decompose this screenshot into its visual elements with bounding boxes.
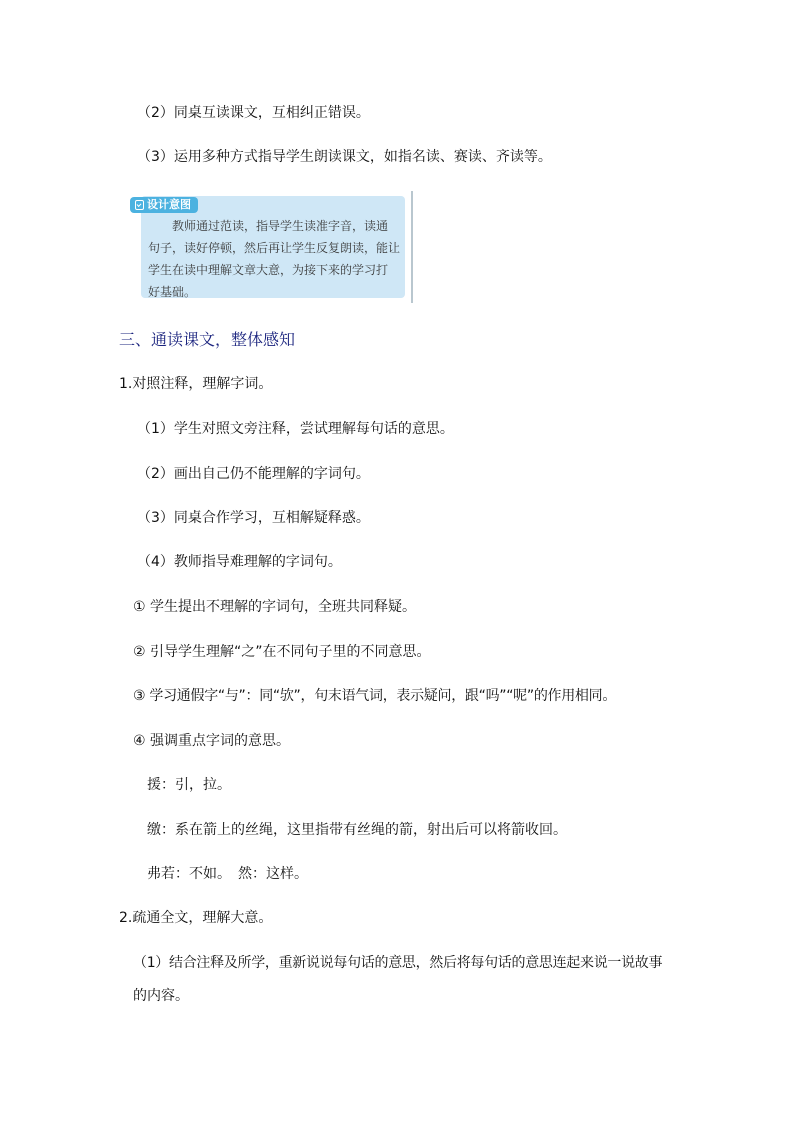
- top-item-3: （3）运用多种方式指导学生朗读课文，如指名读、赛读、齐读等。: [137, 149, 552, 165]
- design-intent-line-1: 教师通过范读，指导学生读准字音，读通: [148, 219, 389, 233]
- step2-title: 2.疏通全文，理解大意。: [119, 910, 273, 926]
- step1-subitem-4: ④ 强调重点字词的意思。: [133, 733, 291, 749]
- step1-item-2: （2）画出自己仍不能理解的字词句。: [137, 466, 370, 482]
- definition-1: 援：引，拉。: [147, 777, 231, 793]
- design-intent-text: [148, 215, 403, 303]
- design-intent-tag: [130, 197, 198, 213]
- step1-subitem-2: ② 引导学生理解“之”在不同句子里的不同意思。: [133, 644, 431, 660]
- design-intent-line-3: 学生在读中理解文章大意，为接下来的学习打: [148, 263, 389, 277]
- top-item-2: （2）同桌互读课文，互相纠正错误。: [137, 105, 370, 121]
- step2-item-1-line-2: 的内容。: [133, 988, 189, 1004]
- step1-item-4: （4）教师指导难理解的字词句。: [137, 554, 342, 570]
- definition-2: 缴：系在箭上的丝绳，这里指带有丝绳的箭，射出后可以将箭收回。: [147, 822, 567, 838]
- design-intent-line-2: 句子，读好停顿，然后再让学生反复朗读，能让: [148, 241, 401, 255]
- step1-title: 1.对照注释，理解字词。: [119, 376, 273, 392]
- step1-subitem-3: ③ 学习通假字“与”：同“欤”，句末语气词，表示疑问，跟“吗”“呢”的作用相同。: [133, 688, 617, 704]
- step1-item-3: （3）同桌合作学习，互相解疑释惑。: [137, 510, 370, 526]
- design-intent-line-4: 好基础。: [148, 285, 197, 299]
- definition-3: 弗若：不如。 然：这样。: [147, 866, 308, 882]
- step1-subitem-1: ① 学生提出不理解的字词句，全班共同释疑。: [133, 599, 416, 615]
- clipboard-icon: [135, 200, 144, 210]
- design-intent-divider: [411, 191, 413, 303]
- step1-item-1: （1）学生对照文旁注释，尝试理解每句话的意思。: [137, 421, 454, 437]
- step2-item-1-line-1: （1）结合注释及所学，重新说说每句话的意思，然后将每句话的意思连起来说一说故事: [133, 955, 663, 971]
- section-heading: 三、通读课文，整体感知: [119, 330, 296, 349]
- design-intent-tag-label: 设计意图: [147, 198, 191, 211]
